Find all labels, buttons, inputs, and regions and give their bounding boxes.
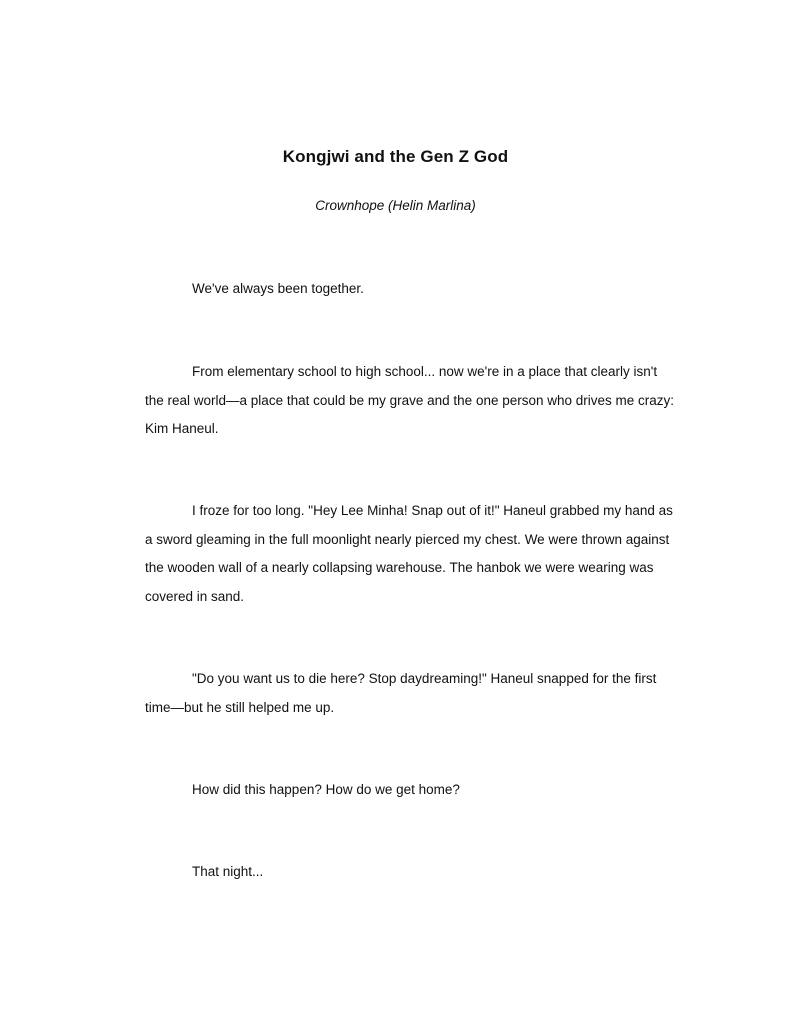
paragraph-3: I froze for too long. "Hey Lee Minha! Snap out of it!" Haneul grabbed my hand as a sword gleaming in the full moonlight nearly pierced my chest. We were thrown against the wooden wall of a nearly collapsing warehouse. The hanbok we were wearing was covered in sand. — [145, 503, 673, 604]
paragraph-2: From elementary school to high school... now we're in a place that clearly isn't the real world—a place that could be my grave and the one person who drives me crazy: Kim Haneul. — [145, 364, 675, 436]
paragraph-1: We've always been together. — [192, 281, 364, 296]
document-title: Kongjwi and the Gen Z God — [282, 147, 509, 166]
paragraph-6: That night... — [192, 864, 264, 879]
paragraph-4: "Do you want us to die here? Stop daydreaming!" Haneul snapped for the first time—but he still helped me up. — [145, 671, 657, 715]
paragraph-5: How did this happen? How do we get home? — [192, 782, 460, 797]
document-author: Crownhope (Helin Marlina) — [315, 198, 476, 213]
